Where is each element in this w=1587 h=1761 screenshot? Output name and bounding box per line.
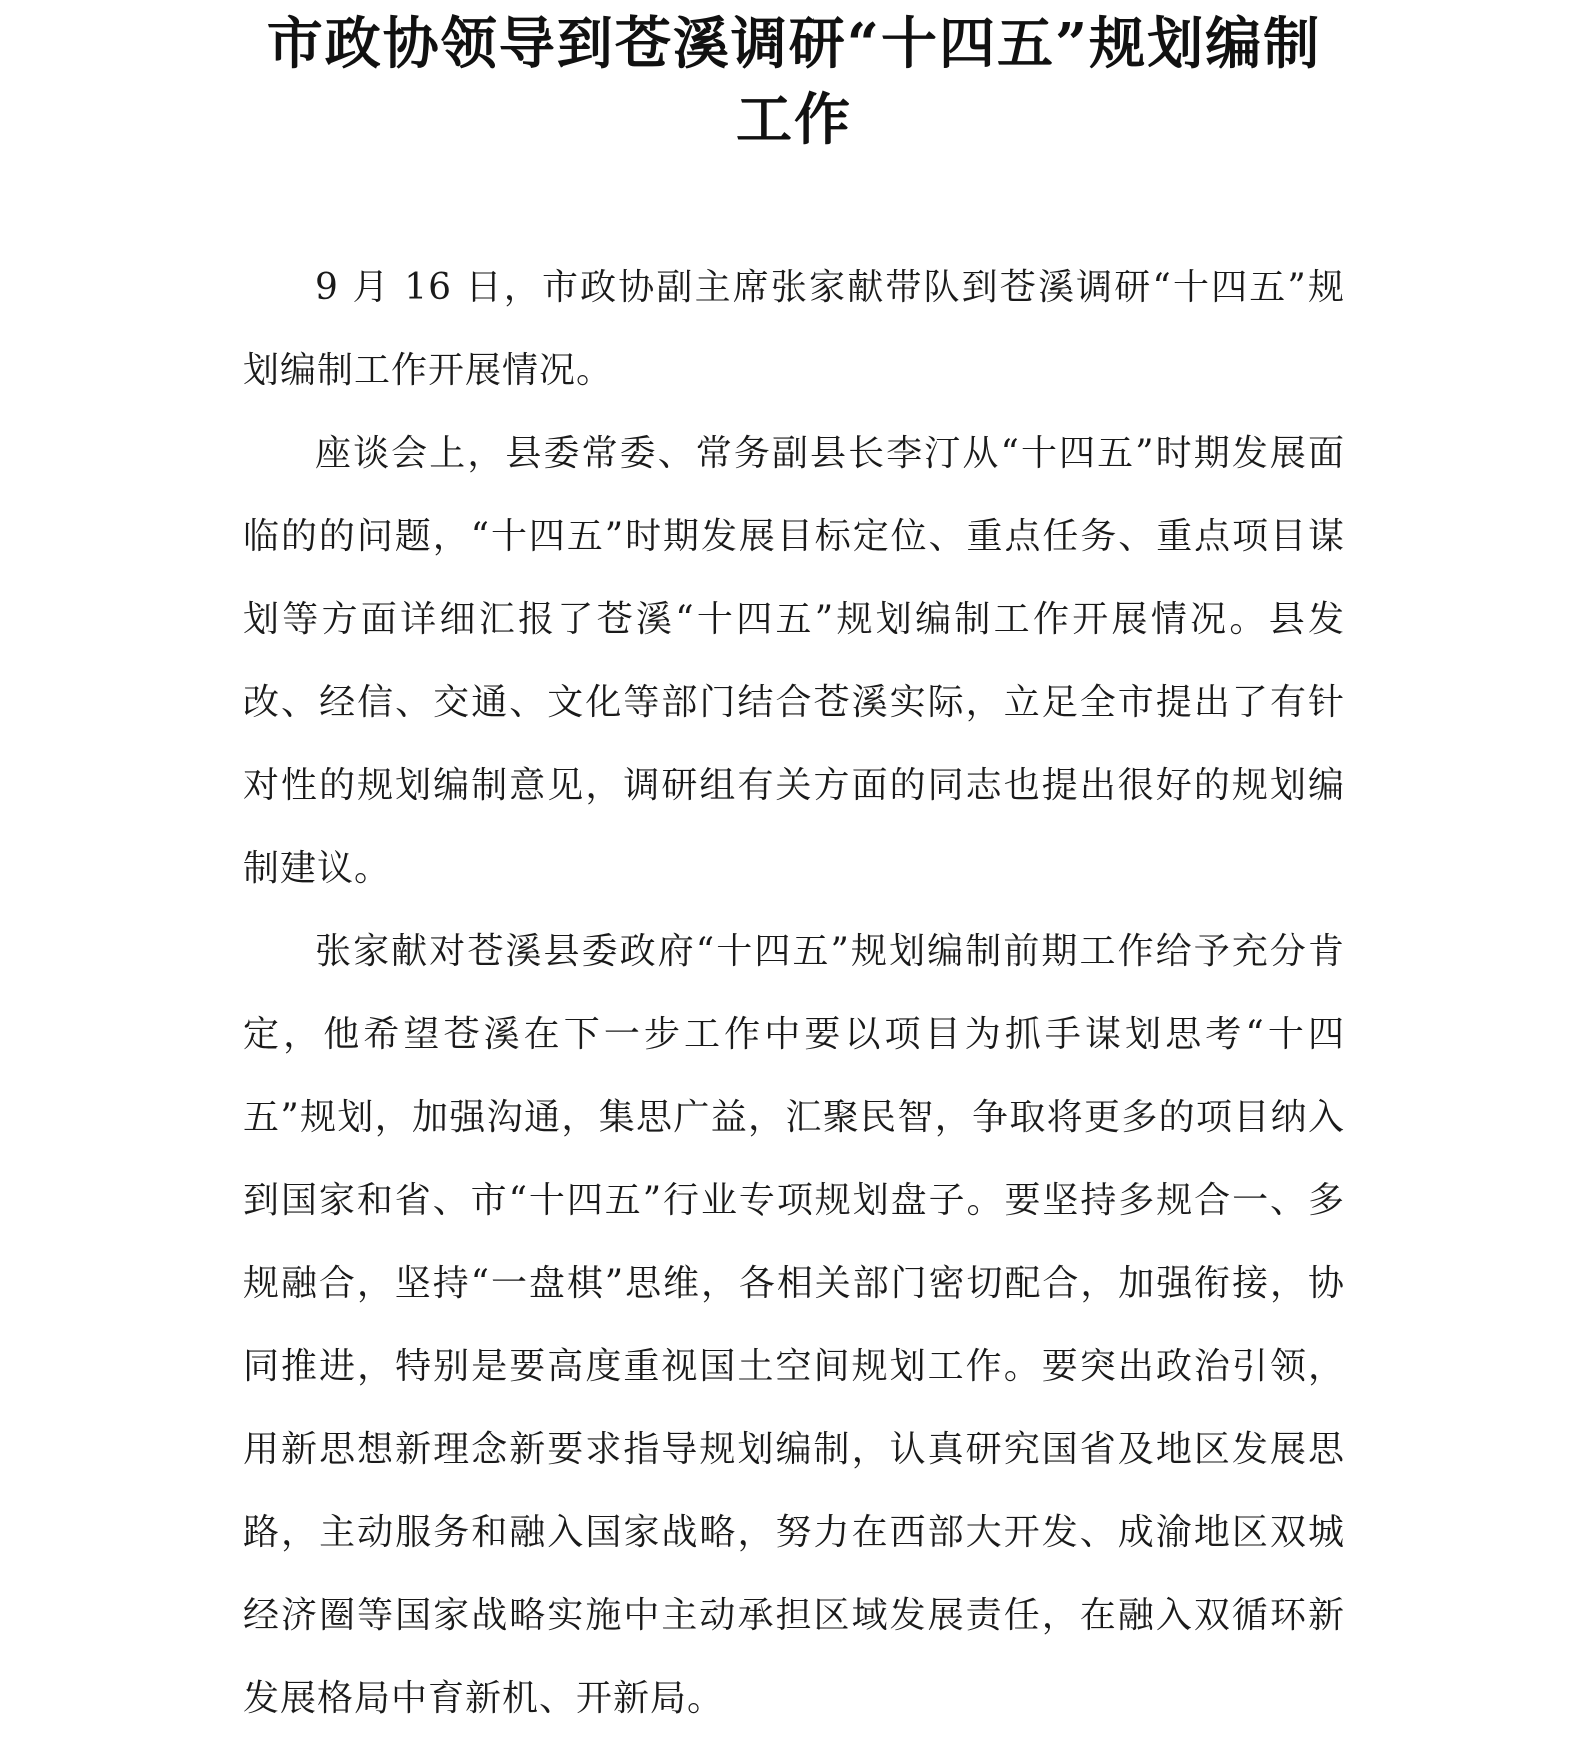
article-body — [243, 246, 1345, 1740]
paragraph-2: 座谈会上，县委常委、常务副县长李汀从“十四五”时期发展面临的的问题，“十四五”时期发展目标定位、重点任务、重点项目谋划等方面详细汇报了苍溪“十四五”规划编制工作开展情况。县发改、经信、交通、文化等部门结合苍溪实际，立足全市提出了有针对性的规划编制意见，调研组有关方面的同志也提出很好的规划编制建议。 — [243, 433, 1345, 889]
article-title: 市政协领导到苍溪调研“十四五”规划编制工作 — [266, 11, 1322, 153]
document-page — [243, 0, 1345, 1740]
paragraph-1: 9 月 16 日，市政协副主席张家献带队到苍溪调研“十四五”规划编制工作开展情况。 — [243, 267, 1345, 391]
paragraph-3: 张家献对苍溪县委政府“十四五”规划编制前期工作给予充分肯定，他希望苍溪在下一步工作中要以项目为抓手谋划思考“十四五”规划，加强沟通，集思广益，汇聚民智，争取将更多的项目纳入到国家和省、市“十四五”行业专项规划盘子。要坚持多规合一、多规融合，坚持“一盘棋”思维，各相关部门密切配合，加强衔接，协同推进，特别是要高度重视国土空间规划工作。要突出政治引领，用新思想新理念新要求指导规划编制，认真研究国省及地区发展思路，主动服务和融入国家战略，努力在西部大开发、成渝地区双城经济圈等国家战略实施中主动承担区域发展责任，在融入双循环新发展格局中育新机、开新局。 — [243, 931, 1345, 1719]
